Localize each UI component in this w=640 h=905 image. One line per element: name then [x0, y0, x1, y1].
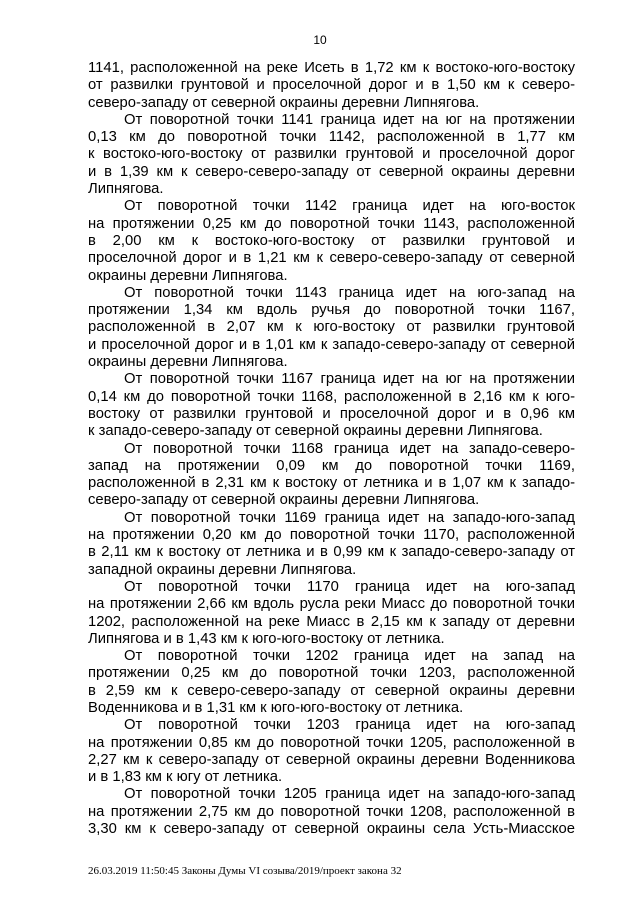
paragraph [88, 112, 575, 198]
paragraph [88, 648, 575, 717]
paragraph [88, 579, 575, 648]
paragraph [88, 285, 575, 371]
paragraph [88, 717, 575, 786]
text-line: От поворотной точки 1168 граница идет на западо-северо- [124, 440, 575, 457]
text-line: 1202, расположенной на реке Миасс в 2,15 км к западу от деревни [88, 613, 575, 630]
footer-text: 26.03.2019 11:50:45 Законы Думы VI созыва/2019/проект закона 32 [88, 865, 402, 877]
text-line: северо-западу от северной окраины деревни Липнягова. [88, 492, 480, 509]
text-line: Липнягова. [88, 181, 164, 198]
text-line: 1141, расположенной на реке Исеть в 1,72 км к востоко-юго-востоку [88, 60, 575, 76]
text-line: От поворотной точки 1203 граница идет на юго-запад [124, 717, 575, 734]
text-line: и в 1,39 км к северо-северо-западу от северной окраины деревни [88, 163, 575, 180]
text-line: западной окраины деревни Липнягова. [88, 561, 357, 578]
text-line: от развилки грунтовой и проселочной дорог и в 1,50 км к северо- [88, 77, 575, 94]
text-line: к востоко-юго-востоку от развилки грунтовой и проселочной дорог [88, 146, 575, 163]
text-line: 0,14 км до поворотной точки 1168, расположенной в 2,16 км к юго- [88, 388, 575, 405]
paragraph [88, 60, 575, 112]
text-line: От поворотной точки 1169 граница идет на западо-юго-запад [124, 509, 575, 526]
text-line: востоку от развилки грунтовой и проселочной дорог и в 0,96 км [88, 405, 575, 422]
text-line: и в 1,83 км к югу от летника. [88, 769, 283, 786]
text-line: От поворотной точки 1205 граница идет на западо-юго-запад [124, 786, 575, 803]
text-line: От поворотной точки 1142 граница идет на юго-восток [124, 198, 575, 215]
text-line: на протяжении 2,75 км до поворотной точки 1208, расположенной в [88, 803, 575, 820]
text-line: северо-западу от северной окраины деревни Липнягова. [88, 94, 480, 111]
text-line: на протяжении 0,20 км до поворотной точки 1170, расположенной [88, 527, 575, 544]
text-line: в 2,59 км к северо-северо-западу от северной окраины деревни [88, 682, 575, 699]
page-number: 10 [313, 33, 327, 47]
text-line: к западо-северо-западу от северной окраины деревни Липнягова. [88, 423, 543, 440]
text-line: От поворотной точки 1167 граница идет на юг на протяжении [124, 371, 575, 388]
paragraph [88, 441, 575, 510]
text-line: 3,30 км к северо-западу от северной окраины села Усть-Миасское [88, 821, 575, 838]
text-line: окраины деревни Липнягова. [88, 267, 288, 284]
text-line: От поворотной точки 1170 граница идет на юго-запад [124, 578, 575, 595]
text-line: От поворотной точки 1143 граница идет на юго-запад на [124, 284, 575, 301]
text-line: запад на протяжении 0,09 км до поворотной точки 1169, [88, 457, 575, 474]
paragraph [88, 198, 575, 284]
text-line: и проселочной дорог и в 1,01 км к западо-северо-западу от северной [88, 336, 575, 353]
text-line: в 2,11 км к востоку от летника и в 0,99 км к западо-северо-западу от [88, 544, 575, 561]
text-line: на протяжении 0,25 км до поворотной точки 1143, расположенной [88, 215, 575, 232]
document-body [88, 60, 575, 838]
text-line: 0,13 км до поворотной точки 1142, расположенной в 1,77 км [88, 129, 575, 146]
text-line: в 2,00 км к востоко-юго-востоку от развилки грунтовой и [88, 232, 575, 249]
text-line: на протяжении 2,66 км вдоль русла реки Миасс до поворотной точки [88, 596, 575, 613]
text-line: расположенной в 2,31 км к востоку от летника и в 1,07 км к западо- [88, 475, 575, 492]
text-line: проселочной дорог и в 1,21 км к северо-северо-западу от северной [88, 250, 575, 267]
text-line: расположенной в 2,07 км к юго-востоку от развилки грунтовой [88, 319, 575, 336]
text-line: Воденникова и в 1,31 км к юго-юго-востоку от летника. [88, 699, 464, 716]
text-line: 2,27 км к северо-западу от северной окраины деревни Воденникова [88, 751, 575, 768]
paragraph [88, 371, 575, 440]
paragraph [88, 786, 575, 838]
text-line: протяжении 1,34 км вдоль ручья до поворотной точки 1167, [88, 302, 575, 319]
text-line: От поворотной точки 1202 граница идет на запад на [124, 648, 575, 665]
paragraph [88, 510, 575, 579]
text-line: От поворотной точки 1141 граница идет на юг на протяжении [124, 111, 575, 128]
text-line: Липнягова и в 1,43 км к юго-юго-востоку от летника. [88, 630, 445, 647]
text-line: окраины деревни Липнягова. [88, 354, 288, 371]
text-line: протяжении 0,25 км до поворотной точки 1203, расположенной [88, 665, 575, 682]
text-line: на протяжении 0,85 км до поворотной точки 1205, расположенной в [88, 734, 575, 751]
